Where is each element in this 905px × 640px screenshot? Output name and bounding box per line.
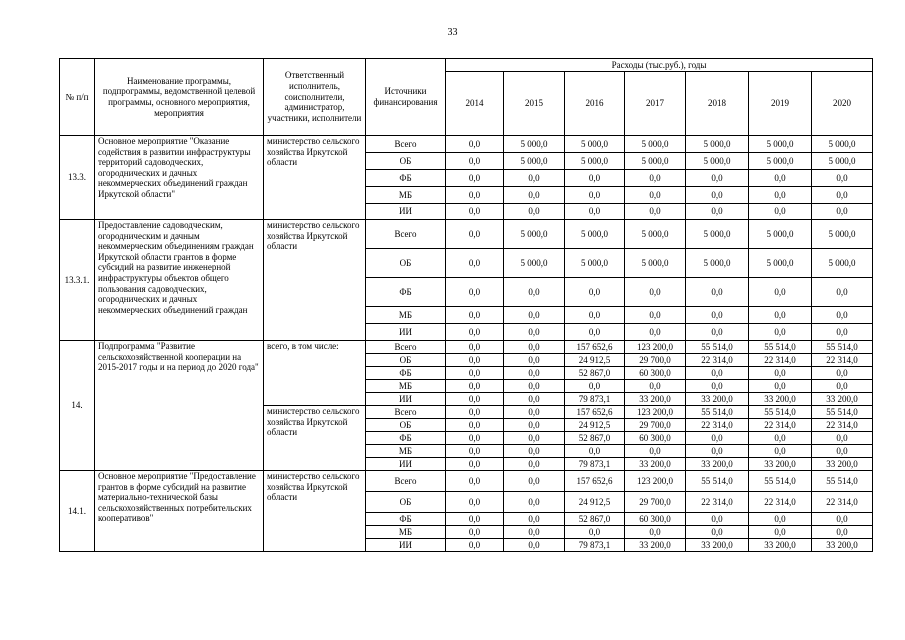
expense-value: 0,0 <box>504 406 565 419</box>
expense-value: 0,0 <box>565 324 625 341</box>
expense-value: 0,0 <box>446 513 504 526</box>
expense-value: 22 314,0 <box>749 492 812 513</box>
expense-value: 0,0 <box>812 445 873 458</box>
expense-value: 22 314,0 <box>812 354 873 367</box>
expense-value: 123 200,0 <box>625 471 686 492</box>
expense-value: 5 000,0 <box>812 220 873 249</box>
row-number: 14. <box>60 341 95 471</box>
funding-source: ИИ <box>366 324 446 341</box>
expense-value: 0,0 <box>812 432 873 445</box>
expense-value: 0,0 <box>504 354 565 367</box>
program-name: Основное мероприятие "Оказание содействия в развитии инфраструктуры территорий садоводческих, огороднических и дачных некоммерческих объединений граждан Иркутской области" <box>95 136 264 220</box>
expense-value: 5 000,0 <box>565 220 625 249</box>
expense-value: 0,0 <box>504 278 565 307</box>
expense-value: 5 000,0 <box>749 220 812 249</box>
expense-value: 5 000,0 <box>625 136 686 153</box>
funding-source: ИИ <box>366 458 446 471</box>
header-sources: Источники финансирования <box>366 59 446 136</box>
expense-value: 55 514,0 <box>686 471 749 492</box>
header-year: 2019 <box>749 72 812 136</box>
expense-value: 0,0 <box>686 445 749 458</box>
expense-value: 5 000,0 <box>749 136 812 153</box>
header-year: 2014 <box>446 72 504 136</box>
executor: всего, в том числе: <box>264 341 366 406</box>
expense-value: 0,0 <box>686 324 749 341</box>
row-number: 14.1. <box>60 471 95 552</box>
expense-value: 22 314,0 <box>812 492 873 513</box>
program-name: Основное мероприятие "Предоставление грантов в форме субсидий на развитие материально-технической базы сельскохозяйственных потребительских кооперативов" <box>95 471 264 552</box>
expense-value: 0,0 <box>504 307 565 324</box>
expense-value: 5 000,0 <box>565 249 625 278</box>
funding-source: МБ <box>366 445 446 458</box>
expense-value: 0,0 <box>446 220 504 249</box>
expense-value: 5 000,0 <box>504 249 565 278</box>
expense-value: 79 873,1 <box>565 393 625 406</box>
expense-value: 33 200,0 <box>812 393 873 406</box>
expense-value: 33 200,0 <box>812 458 873 471</box>
funding-source: Всего <box>366 136 446 153</box>
funding-source: МБ <box>366 380 446 393</box>
expense-value: 0,0 <box>749 324 812 341</box>
expense-value: 33 200,0 <box>625 393 686 406</box>
page-number: 33 <box>447 27 458 38</box>
expense-value: 0,0 <box>446 380 504 393</box>
expense-value: 0,0 <box>686 307 749 324</box>
header-year: 2015 <box>504 72 565 136</box>
expense-value: 5 000,0 <box>565 153 625 170</box>
header-year: 2017 <box>625 72 686 136</box>
expense-value: 0,0 <box>446 419 504 432</box>
expense-value: 0,0 <box>446 187 504 204</box>
expense-value: 0,0 <box>504 492 565 513</box>
expense-value: 0,0 <box>504 341 565 354</box>
funding-source: ФБ <box>366 278 446 307</box>
expense-value: 79 873,1 <box>565 539 625 552</box>
table-row <box>60 341 873 354</box>
expense-value: 33 200,0 <box>749 393 812 406</box>
program-name: Предоставление садоводческим, огородническим и дачным некоммерческим объединениям граждан Иркутской области грантов в форме субсидий на развитие инженерной инфраструктуры объектов общего пользования садоводческих, огороднических и дачных некоммерческих объединений граждан <box>95 220 264 341</box>
funding-source: МБ <box>366 526 446 539</box>
expense-value: 0,0 <box>504 432 565 445</box>
expense-value: 33 200,0 <box>686 458 749 471</box>
expense-value: 0,0 <box>446 458 504 471</box>
expense-value: 0,0 <box>625 187 686 204</box>
header-num: № п/п <box>60 59 95 136</box>
expense-value: 123 200,0 <box>625 341 686 354</box>
expense-value: 0,0 <box>446 367 504 380</box>
expense-value: 0,0 <box>446 445 504 458</box>
expense-value: 5 000,0 <box>686 249 749 278</box>
expense-value: 0,0 <box>565 278 625 307</box>
expense-value: 0,0 <box>504 324 565 341</box>
expense-value: 0,0 <box>749 187 812 204</box>
expense-value: 0,0 <box>446 354 504 367</box>
expense-value: 0,0 <box>504 367 565 380</box>
expense-value: 0,0 <box>749 278 812 307</box>
expense-value: 5 000,0 <box>686 153 749 170</box>
expense-value: 5 000,0 <box>565 136 625 153</box>
funding-source: ИИ <box>366 393 446 406</box>
expense-value: 24 912,5 <box>565 492 625 513</box>
expense-value: 0,0 <box>565 204 625 220</box>
expense-value: 0,0 <box>749 307 812 324</box>
expense-value: 0,0 <box>686 526 749 539</box>
expense-value: 0,0 <box>686 513 749 526</box>
expense-value: 0,0 <box>504 419 565 432</box>
expense-value: 29 700,0 <box>625 419 686 432</box>
expense-value: 0,0 <box>749 432 812 445</box>
expense-value: 0,0 <box>446 471 504 492</box>
table-body <box>60 136 873 552</box>
expense-value: 0,0 <box>749 170 812 187</box>
expense-value: 22 314,0 <box>749 419 812 432</box>
expense-value: 0,0 <box>686 170 749 187</box>
expense-value: 0,0 <box>812 204 873 220</box>
expense-value: 5 000,0 <box>504 153 565 170</box>
header-year: 2018 <box>686 72 749 136</box>
expense-value: 5 000,0 <box>812 153 873 170</box>
expense-value: 55 514,0 <box>812 341 873 354</box>
funding-source: ОБ <box>366 419 446 432</box>
expense-value: 29 700,0 <box>625 354 686 367</box>
expense-value: 33 200,0 <box>686 393 749 406</box>
budget-table <box>59 58 873 552</box>
expense-value: 0,0 <box>812 380 873 393</box>
expense-value: 0,0 <box>446 393 504 406</box>
expense-value: 0,0 <box>504 393 565 406</box>
expense-value: 123 200,0 <box>625 406 686 419</box>
header-executor: Ответственный исполнитель, соисполнители, администратор, участники, исполнители <box>264 59 366 136</box>
funding-source: ФБ <box>366 367 446 380</box>
expense-value: 0,0 <box>625 170 686 187</box>
expense-value: 5 000,0 <box>812 249 873 278</box>
executor: министерство сельского хозяйства Иркутской области <box>264 471 366 552</box>
expense-value: 33 200,0 <box>749 458 812 471</box>
funding-source: ОБ <box>366 249 446 278</box>
expense-value: 0,0 <box>565 187 625 204</box>
expense-value: 0,0 <box>504 187 565 204</box>
expense-value: 0,0 <box>625 204 686 220</box>
expense-value: 0,0 <box>749 367 812 380</box>
expense-value: 55 514,0 <box>812 471 873 492</box>
expense-value: 55 514,0 <box>749 471 812 492</box>
expense-value: 0,0 <box>504 539 565 552</box>
funding-source: Всего <box>366 341 446 354</box>
expense-value: 0,0 <box>504 170 565 187</box>
expense-value: 0,0 <box>625 324 686 341</box>
expense-value: 0,0 <box>812 367 873 380</box>
expense-value: 0,0 <box>504 471 565 492</box>
expense-value: 22 314,0 <box>749 354 812 367</box>
executor: министерство сельского хозяйства Иркутской области <box>264 136 366 220</box>
expense-value: 0,0 <box>625 278 686 307</box>
expense-value: 22 314,0 <box>686 354 749 367</box>
expense-value: 24 912,5 <box>565 354 625 367</box>
expense-value: 0,0 <box>686 204 749 220</box>
header-year: 2016 <box>565 72 625 136</box>
expense-value: 0,0 <box>812 170 873 187</box>
expense-value: 0,0 <box>446 249 504 278</box>
expense-value: 0,0 <box>565 445 625 458</box>
row-number: 13.3. <box>60 136 95 220</box>
expense-value: 0,0 <box>625 445 686 458</box>
expense-value: 55 514,0 <box>686 406 749 419</box>
expense-value: 157 652,6 <box>565 406 625 419</box>
expense-value: 0,0 <box>446 406 504 419</box>
funding-source: ОБ <box>366 153 446 170</box>
expense-value: 0,0 <box>565 170 625 187</box>
expense-value: 55 514,0 <box>749 341 812 354</box>
funding-source: ОБ <box>366 354 446 367</box>
expense-value: 52 867,0 <box>565 432 625 445</box>
expense-value: 0,0 <box>749 513 812 526</box>
funding-source: ФБ <box>366 432 446 445</box>
funding-source: ФБ <box>366 513 446 526</box>
expense-value: 5 000,0 <box>686 220 749 249</box>
expense-value: 55 514,0 <box>812 406 873 419</box>
expense-value: 5 000,0 <box>504 220 565 249</box>
expense-value: 60 300,0 <box>625 432 686 445</box>
expense-value: 33 200,0 <box>812 539 873 552</box>
expense-value: 157 652,6 <box>565 471 625 492</box>
expense-value: 5 000,0 <box>686 136 749 153</box>
row-number: 13.3.1. <box>60 220 95 341</box>
expense-value: 0,0 <box>504 513 565 526</box>
header-expenses: Расходы (тыс.руб.), годы <box>446 59 873 72</box>
expense-value: 0,0 <box>446 204 504 220</box>
expense-value: 0,0 <box>812 307 873 324</box>
expense-value: 0,0 <box>686 278 749 307</box>
header-name: Наименование программы, подпрограммы, ведомственной целевой программы, основного мероприятия, мероприятия <box>95 59 264 136</box>
expense-value: 55 514,0 <box>686 341 749 354</box>
expense-value: 5 000,0 <box>749 249 812 278</box>
expense-value: 0,0 <box>565 526 625 539</box>
funding-source: МБ <box>366 307 446 324</box>
expense-value: 22 314,0 <box>686 419 749 432</box>
expense-value: 0,0 <box>686 367 749 380</box>
expense-value: 0,0 <box>812 187 873 204</box>
expense-value: 0,0 <box>446 526 504 539</box>
funding-source: ОБ <box>366 492 446 513</box>
expense-value: 0,0 <box>446 539 504 552</box>
expense-value: 0,0 <box>446 432 504 445</box>
expense-value: 5 000,0 <box>812 136 873 153</box>
funding-source: ИИ <box>366 539 446 552</box>
expense-value: 5 000,0 <box>625 249 686 278</box>
expense-value: 0,0 <box>686 432 749 445</box>
expense-value: 5 000,0 <box>749 153 812 170</box>
expense-value: 0,0 <box>565 307 625 324</box>
expense-value: 0,0 <box>504 204 565 220</box>
expense-value: 0,0 <box>749 204 812 220</box>
expense-value: 24 912,5 <box>565 419 625 432</box>
expense-value: 0,0 <box>504 458 565 471</box>
funding-source: Всего <box>366 406 446 419</box>
funding-source: МБ <box>366 187 446 204</box>
expense-value: 0,0 <box>446 492 504 513</box>
expense-value: 0,0 <box>812 513 873 526</box>
table-header <box>60 59 873 136</box>
expense-value: 22 314,0 <box>686 492 749 513</box>
executor: министерство сельского хозяйства Иркутской области <box>264 220 366 341</box>
expense-value: 79 873,1 <box>565 458 625 471</box>
expense-value: 0,0 <box>812 324 873 341</box>
expense-value: 33 200,0 <box>625 539 686 552</box>
expense-value: 0,0 <box>446 170 504 187</box>
expense-value: 60 300,0 <box>625 367 686 380</box>
expense-value: 0,0 <box>686 380 749 393</box>
expense-value: 0,0 <box>686 187 749 204</box>
expense-value: 0,0 <box>812 526 873 539</box>
expense-value: 5 000,0 <box>625 153 686 170</box>
expense-value: 157 652,6 <box>565 341 625 354</box>
table-row <box>60 471 873 492</box>
expense-value: 33 200,0 <box>625 458 686 471</box>
header-year: 2020 <box>812 72 873 136</box>
funding-source: Всего <box>366 471 446 492</box>
expense-value: 0,0 <box>625 307 686 324</box>
expense-value: 0,0 <box>446 153 504 170</box>
funding-source: Всего <box>366 220 446 249</box>
expense-value: 0,0 <box>625 380 686 393</box>
expense-value: 0,0 <box>749 380 812 393</box>
expense-value: 0,0 <box>446 278 504 307</box>
expense-value: 0,0 <box>812 278 873 307</box>
program-name: Подпрограмма "Развитие сельскохозяйственной кооперации на 2015-2017 годы и на период до 2020 года" <box>95 341 264 471</box>
expense-value: 29 700,0 <box>625 492 686 513</box>
table-row <box>60 136 873 153</box>
expense-value: 60 300,0 <box>625 513 686 526</box>
expense-value: 0,0 <box>504 445 565 458</box>
expense-value: 22 314,0 <box>812 419 873 432</box>
expense-value: 0,0 <box>625 526 686 539</box>
expense-value: 55 514,0 <box>749 406 812 419</box>
expense-value: 33 200,0 <box>686 539 749 552</box>
table-row <box>60 220 873 249</box>
expense-value: 0,0 <box>446 324 504 341</box>
expense-value: 0,0 <box>446 341 504 354</box>
expense-value: 0,0 <box>749 526 812 539</box>
executor: министерство сельского хозяйства Иркутской области <box>264 406 366 471</box>
expense-value: 5 000,0 <box>504 136 565 153</box>
expense-value: 0,0 <box>504 526 565 539</box>
expense-value: 5 000,0 <box>625 220 686 249</box>
expense-value: 52 867,0 <box>565 513 625 526</box>
expense-value: 33 200,0 <box>749 539 812 552</box>
expense-value: 0,0 <box>446 136 504 153</box>
expense-value: 0,0 <box>749 445 812 458</box>
funding-source: ИИ <box>366 204 446 220</box>
expense-value: 0,0 <box>565 380 625 393</box>
funding-source: ФБ <box>366 170 446 187</box>
expense-value: 0,0 <box>446 307 504 324</box>
expense-value: 52 867,0 <box>565 367 625 380</box>
expense-value: 0,0 <box>504 380 565 393</box>
